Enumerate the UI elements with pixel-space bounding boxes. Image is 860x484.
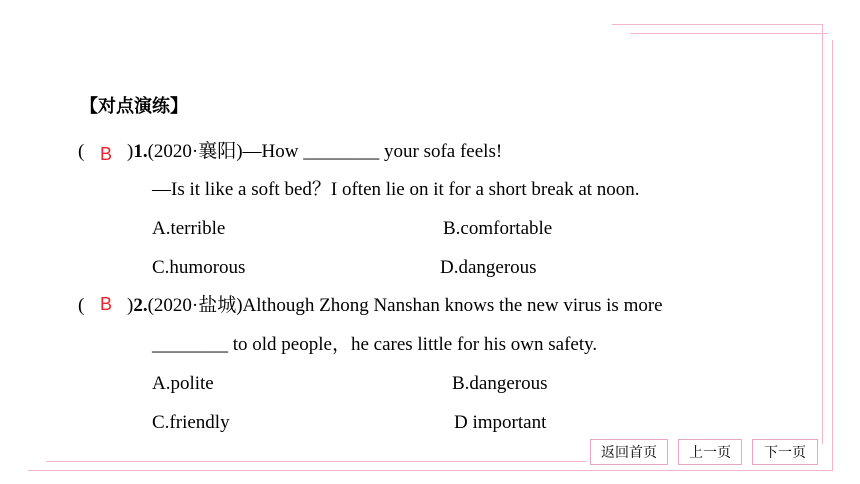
option-d: D important [454,412,547,433]
question-2-continuation: ________ to old people，he cares little for his own safety. [152,334,598,355]
question-1-continuation: —Is it like a soft bed？I often lie on it for a short break at noon. [152,179,640,200]
option-a: A.polite [152,373,214,394]
question-2-stem-line [127,294,663,318]
bottom-border-line-inner [46,461,586,462]
next-page-button[interactable]: 下一页 [752,439,818,465]
answer-close-paren: ) [127,141,134,162]
answer-open-paren: ( [78,141,85,162]
section-title: 【对点演练】 [80,96,188,117]
answer-2: B [100,294,113,314]
answer-1: B [100,144,113,164]
option-c: C.humorous [152,257,246,278]
home-button[interactable]: 返回首页 [590,439,668,465]
answer-close-paren: ) [127,295,134,316]
top-border-line-inner [630,33,828,34]
option-b: B.comfortable [443,218,553,239]
right-border-line [822,24,823,444]
question-stem: (2020·盐城)Although Zhong Nanshan knows the new virus is more [147,295,663,316]
prev-page-button[interactable]: 上一页 [678,439,742,465]
bottom-border-line [28,470,833,471]
option-a: A.terrible [152,218,226,239]
question-1-stem-line [127,140,502,164]
option-c: C.friendly [152,412,230,433]
question-stem: (2020·襄阳)—How ________ your sofa feels! [147,141,503,162]
question-number: 2. [133,295,148,316]
top-border-line [612,24,822,25]
answer-open-paren: ( [78,295,85,316]
question-number: 1. [133,141,148,162]
option-d: D.dangerous [440,257,537,278]
option-b: B.dangerous [452,373,548,394]
right-border-line-inner [832,40,833,470]
